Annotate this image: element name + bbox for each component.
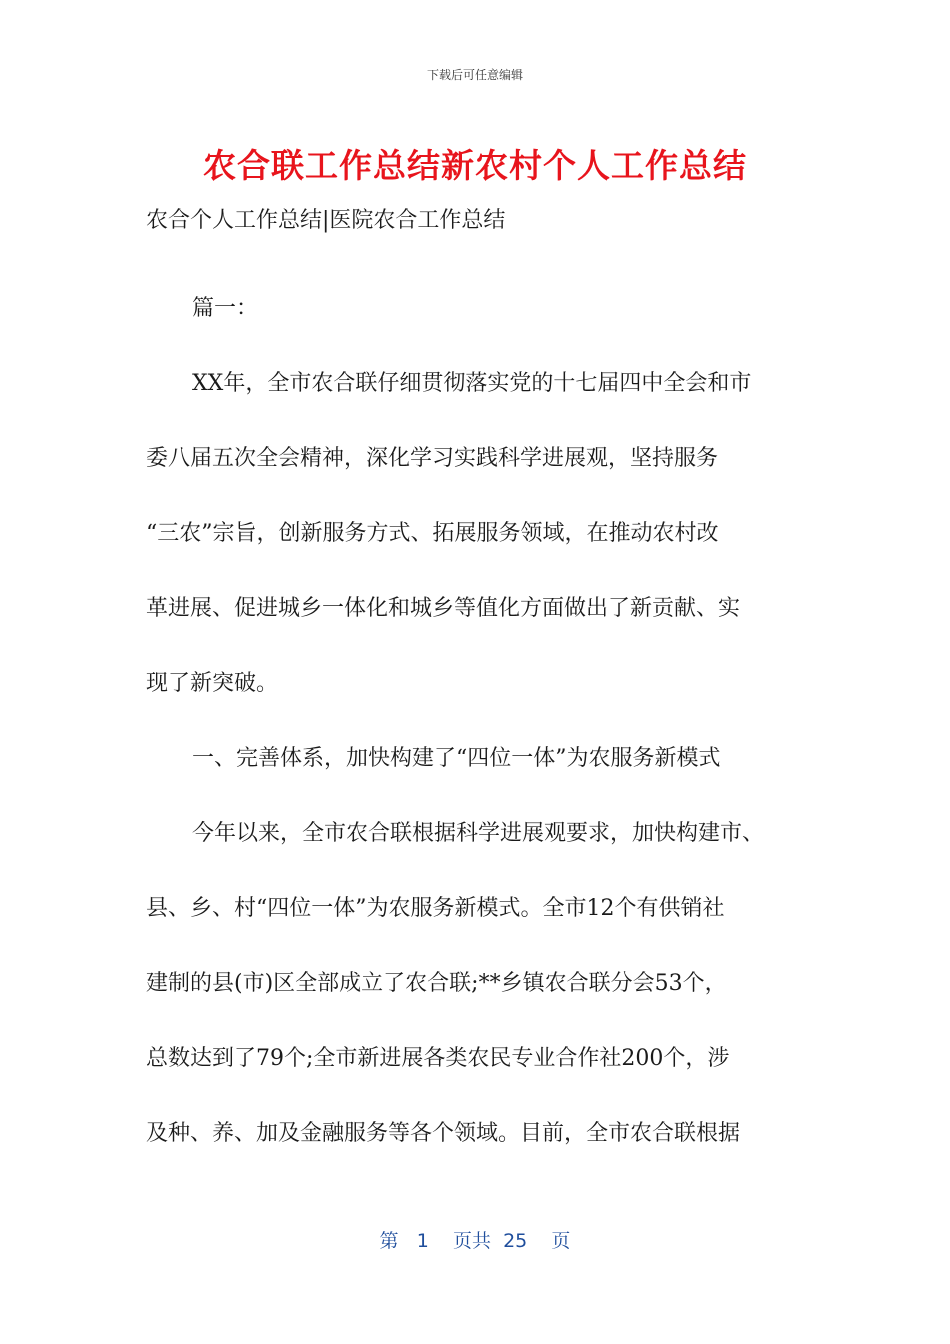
paragraph-line: 现了新突破。 <box>146 671 279 696</box>
paragraph-line: 革进展、促进城乡一体化和城乡等值化方面做出了新贡献、实 <box>146 596 741 621</box>
page-total-number: 25 <box>503 1230 528 1252</box>
paragraph-line: 总数达到了79个;全市新进展各类农民专业合作社200个，涉 <box>146 1046 730 1071</box>
paragraph-line: 建制的县(市)区全部成立了农合联;**乡镇农合联分会53个， <box>146 971 727 996</box>
paragraph-line: 委八届五次全会精神，深化学习实践科学进展观，坚持服务 <box>146 446 719 471</box>
paragraph-line: “三农”宗旨，创新服务方式、拓展服务领域，在推动农村改 <box>146 521 719 546</box>
section-label: 篇一： <box>192 296 259 321</box>
section-heading: 一、完善体系，加快构建了“四位一体”为农服务新模式 <box>192 746 721 771</box>
paragraph-line: 及种、养、加及金融服务等各个领域。目前，全市农合联根据 <box>146 1121 741 1146</box>
document-title: 农合联工作总结新农村个人工作总结 <box>203 146 747 185</box>
page-label-suffix: 页 <box>551 1230 571 1252</box>
paragraph-line: XX年，全市农合联仔细贯彻落实党的十七届四中全会和市 <box>192 371 752 396</box>
header-note: 下载后可任意编辑 <box>426 68 523 82</box>
document-body <box>146 196 816 1171</box>
document-subtitle: 农合个人工作总结|医院农合工作总结 <box>146 208 506 233</box>
paragraph-line: 县、乡、村“四位一体”为农服务新模式。全市12个有供销社 <box>146 896 725 921</box>
page-current-number: 1 <box>416 1230 429 1252</box>
page-footer <box>0 1226 950 1253</box>
page-label-mid: 页共 <box>452 1230 491 1252</box>
paragraph-line: 今年以来，全市农合联根据科学进展观要求，加快构建市、 <box>192 821 765 846</box>
page-label-prefix: 第 <box>379 1230 399 1252</box>
